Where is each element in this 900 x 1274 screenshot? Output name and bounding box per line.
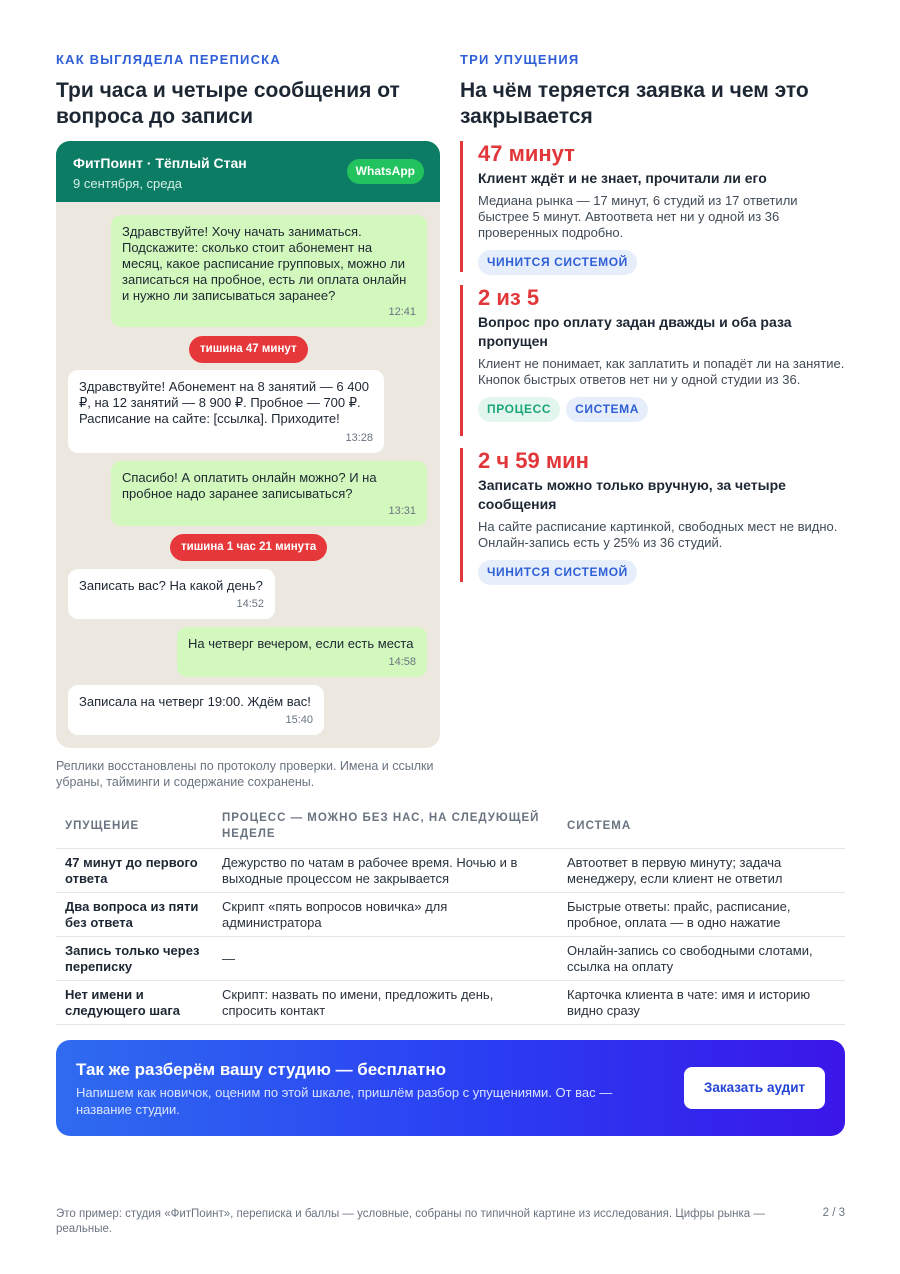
tag-system: СИСТЕМА <box>566 397 648 422</box>
table-cell: Два вопроса из пяти без ответа <box>65 898 199 930</box>
table-cell: Автоответ в первую минуту; задача менеджеру, если клиент не ответил <box>567 854 783 886</box>
table-cell: Карточка клиента в чате: имя и историю видно сразу <box>567 986 811 1018</box>
issue-heading: Клиент ждёт и не знает, прочитали ли его <box>478 170 767 186</box>
whatsapp-badge: WhatsApp <box>347 159 424 184</box>
order-audit-button[interactable]: Заказать аудит <box>684 1067 825 1109</box>
silence-gap-badge: тишина 1 час 21 минута <box>170 534 327 561</box>
table-cell: Дежурство по чатам в рабочее время. Ночью и в выходные процессом не закрывается <box>222 854 518 886</box>
issue-description: Медиана рынка — 17 минут, 6 студий из 17 ответили быстрее 5 минут. Автоответа нет ни у одной из 36 проверенных подробно. <box>478 193 798 240</box>
table-cell: 47 минут до первого ответа <box>65 854 198 886</box>
table-header-cell: УПУЩЕНИЕ <box>65 820 140 832</box>
issues-section-title: На чём теряется заявка и чем это закрывается <box>460 79 809 128</box>
tag-system-fix: ЧИНИТСЯ СИСТЕМОЙ <box>478 250 637 275</box>
issues-table <box>56 804 845 1025</box>
chat-header <box>56 141 440 202</box>
table-row <box>56 937 845 981</box>
table-row <box>56 849 845 893</box>
issue-description: На сайте расписание картинкой, свободных мест не видно. Онлайн-запись есть у 25% из 36 студий. <box>478 519 838 550</box>
message-incoming: Записала на четверг 19:00. Ждём вас! 15:40 <box>68 685 324 735</box>
message-time: 14:52 <box>236 598 264 610</box>
issue-card <box>460 141 845 272</box>
table-cell: Скрипт: назвать по имени, предложить день, спросить контакт <box>222 986 494 1018</box>
message-time: 14:58 <box>388 656 416 668</box>
table-header-cell: ПРОЦЕСС — МОЖНО БЕЗ НАС, НА СЛЕДУЮЩЕЙ НЕДЕЛЕ <box>222 812 540 840</box>
page-number: 2 / 3 <box>822 1207 845 1219</box>
chat-footnote: Реплики восстановлены по протоколу проверки. Имена и ссылки убраны, тайминги и содержание сохранены. <box>56 759 434 789</box>
table-header-cell: СИСТЕМА <box>567 820 632 832</box>
message-incoming: Записать вас? На какой день? 14:52 <box>68 569 275 619</box>
cta-title: Так же разберём вашу студию — бесплатно <box>76 1060 446 1079</box>
chat-date: 9 сентября, среда <box>73 176 183 191</box>
table-cell: — <box>222 950 235 966</box>
cta-text: Напишем как новичок, оценим по этой шкале, пришлём разбор с упущениями. От вас — название студии. <box>76 1085 613 1117</box>
chat-section-title: Три часа и четыре сообщения от вопроса до записи <box>56 79 400 128</box>
issue-card <box>460 448 845 582</box>
table-row <box>56 893 845 937</box>
table-cell: Запись только через переписку <box>65 942 200 974</box>
tag-process: ПРОЦЕСС <box>478 397 560 422</box>
issue-metric: 47 минут <box>478 141 575 166</box>
table-header-row <box>56 804 845 849</box>
table-cell: Нет имени и следующего шага <box>65 986 180 1018</box>
issue-description: Клиент не понимает, как заплатить и попадёт ли на занятие. Кнопок быстрых ответов нет ни у одной студии из 36. <box>478 356 845 387</box>
table-row <box>56 981 845 1025</box>
silence-gap-badge: тишина 47 минут <box>189 336 308 363</box>
issue-heading: Записать можно только вручную, за четыре сообщения <box>478 477 786 512</box>
chat-mockup <box>56 141 440 748</box>
issues-section-eyebrow: ТРИ УПУЩЕНИЯ <box>460 52 580 67</box>
cta-banner <box>56 1040 845 1136</box>
message-outgoing: Спасибо! А оплатить онлайн можно? И на пробное надо заранее записываться? 13:31 <box>111 461 427 526</box>
message-time: 13:31 <box>388 505 416 517</box>
tag-system-fix: ЧИНИТСЯ СИСТЕМОЙ <box>478 560 637 585</box>
issue-card <box>460 285 845 436</box>
message-time: 12:41 <box>388 306 416 318</box>
issue-metric: 2 ч 59 мин <box>478 448 589 473</box>
message-outgoing: На четверг вечером, если есть места 14:58 <box>177 627 427 677</box>
footer-disclaimer: Это пример: студия «ФитПоинт», переписка и баллы — условные, собраны по типичной картине из исследования. Цифры рынка — реальные. <box>56 1208 765 1235</box>
message-outgoing: Здравствуйте! Хочу начать заниматься. Подскажите: сколько стоит абонемент на месяц, какое расписание групповых, можно ли записаться на пробное, есть ли оплата онлайн и нужно ли записываться заранее? 12:41 <box>111 215 427 327</box>
issue-heading: Вопрос про оплату задан дважды и оба раза пропущен <box>478 314 792 349</box>
message-incoming: Здравствуйте! Абонемент на 8 занятий — 6 400 ₽, на 12 занятий — 8 900 ₽. Пробное — 700 ₽. Расписание на сайте: [ссылка]. Приходите! 13:28 <box>68 370 384 453</box>
table-cell: Онлайн-запись со свободными слотами, ссылка на оплату <box>567 942 813 974</box>
table-cell: Скрипт «пять вопросов новичка» для администратора <box>222 898 448 930</box>
table-cell: Быстрые ответы: прайс, расписание, пробное, оплата — в одно нажатие <box>567 898 791 930</box>
message-time: 15:40 <box>285 714 313 726</box>
message-time: 13:28 <box>345 432 373 444</box>
chat-section-eyebrow: КАК ВЫГЛЯДЕЛА ПЕРЕПИСКА <box>56 52 281 67</box>
issue-metric: 2 из 5 <box>478 285 540 310</box>
chat-title: ФитПоинт · Тёплый Стан <box>73 155 247 171</box>
